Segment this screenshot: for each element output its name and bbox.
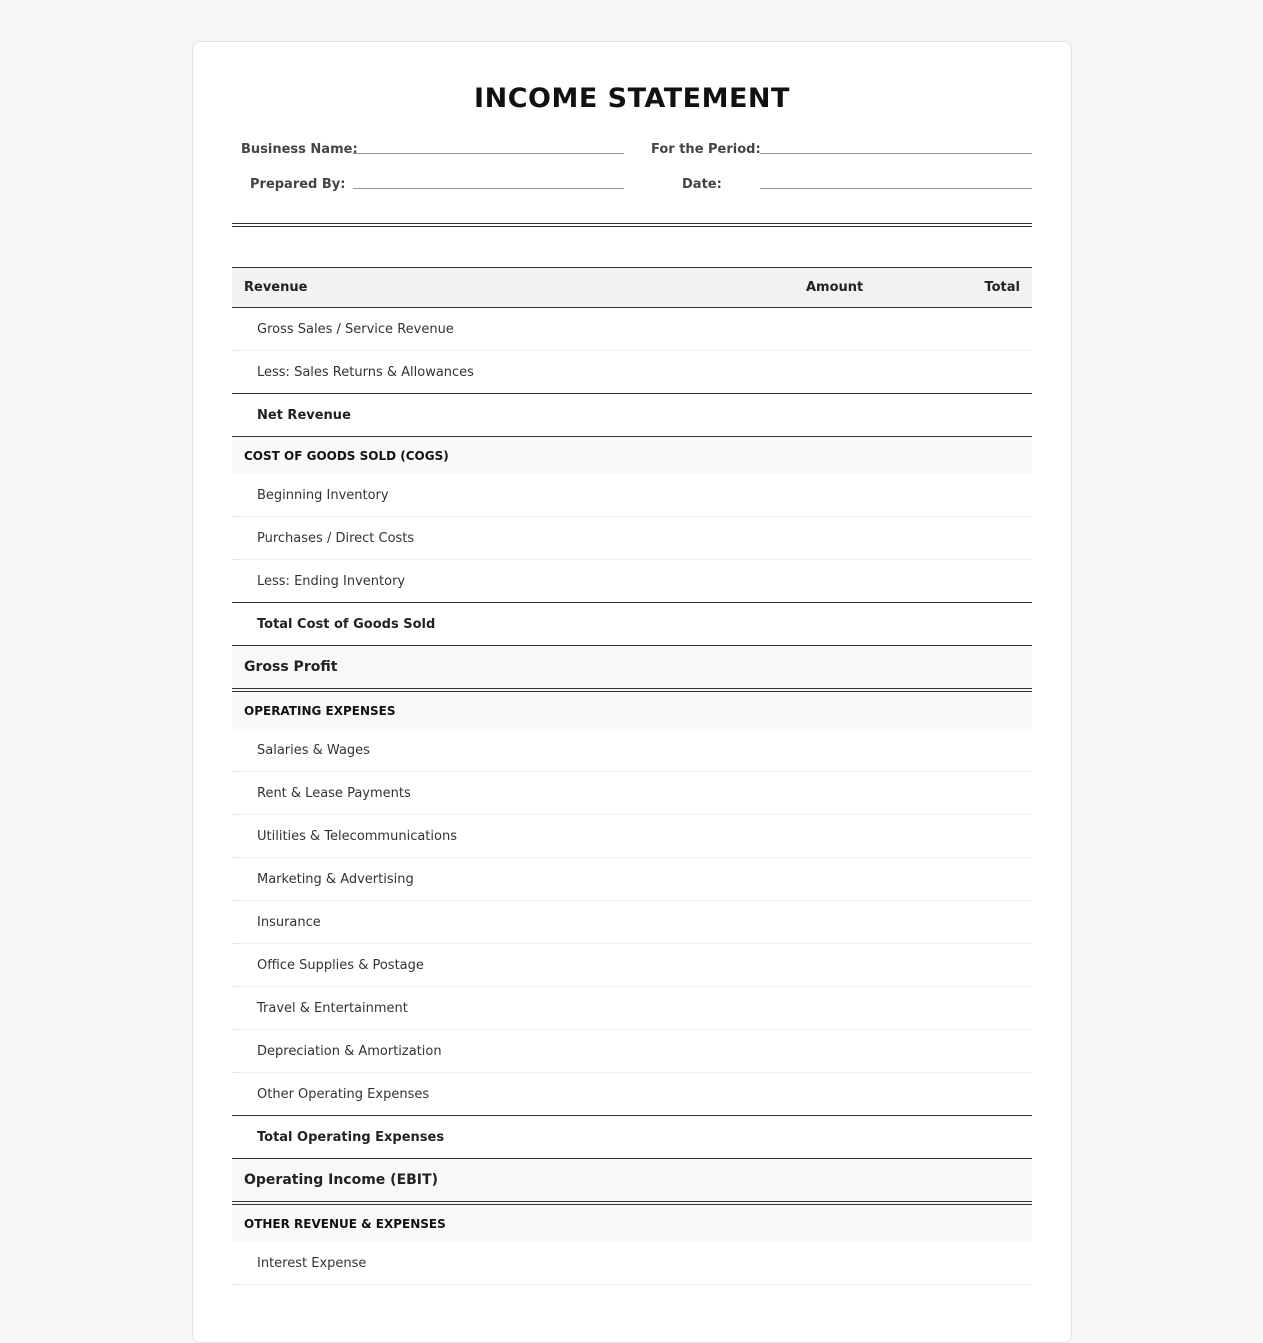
row-label: Travel & Entertainment xyxy=(257,1001,408,1016)
table-row[interactable] xyxy=(232,901,1032,944)
row-label: Insurance xyxy=(257,915,321,930)
row-label: Less: Ending Inventory xyxy=(257,574,406,589)
section-heading-operating-expenses xyxy=(232,692,1032,729)
net-revenue-row[interactable] xyxy=(232,394,1032,437)
total-cogs-row[interactable] xyxy=(232,603,1032,645)
table-header-row xyxy=(232,267,1032,308)
section-heading-cogs xyxy=(232,437,1032,474)
section-heading-label: OPERATING EXPENSES xyxy=(244,704,396,718)
row-label: Interest Expense xyxy=(257,1256,367,1271)
row-label: Marketing & Advertising xyxy=(257,872,414,887)
row-label: Beginning Inventory xyxy=(257,488,389,503)
column-header-revenue: Revenue xyxy=(244,280,308,295)
table-row[interactable] xyxy=(232,517,1032,560)
table-row[interactable] xyxy=(232,858,1032,901)
row-label: Depreciation & Amortization xyxy=(257,1044,442,1059)
row-label: Purchases / Direct Costs xyxy=(257,531,415,546)
row-label: Net Revenue xyxy=(257,408,351,423)
gross-profit-row[interactable] xyxy=(232,645,1032,692)
date-field[interactable] xyxy=(760,188,1032,189)
table-row[interactable] xyxy=(232,729,1032,772)
section-heading-other xyxy=(232,1205,1032,1242)
row-label: Office Supplies & Postage xyxy=(257,958,424,973)
section-heading-label: OTHER REVENUE & EXPENSES xyxy=(244,1217,446,1231)
row-label: Utilities & Telecommunications xyxy=(257,829,457,844)
table-row[interactable] xyxy=(232,1073,1032,1116)
table-row[interactable] xyxy=(232,351,1032,394)
statement-table xyxy=(232,267,1032,1285)
business-name-label: Business Name: xyxy=(241,142,358,157)
date-label: Date: xyxy=(682,177,722,192)
for-the-period-label: For the Period: xyxy=(651,142,761,157)
total-operating-expenses-row[interactable] xyxy=(232,1116,1032,1158)
table-row[interactable] xyxy=(232,772,1032,815)
row-label: Total Operating Expenses xyxy=(257,1130,445,1145)
prepared-by-label: Prepared By: xyxy=(250,177,346,192)
table-row[interactable] xyxy=(232,815,1032,858)
column-header-amount: Amount xyxy=(806,280,864,295)
row-label: Other Operating Expenses xyxy=(257,1087,430,1102)
page-title: INCOME STATEMENT xyxy=(474,83,790,114)
row-label: Total Cost of Goods Sold xyxy=(257,617,436,632)
column-header-total: Total xyxy=(984,280,1020,295)
table-row[interactable] xyxy=(232,944,1032,987)
header-divider xyxy=(232,223,1032,227)
table-row[interactable] xyxy=(232,474,1032,517)
table-row[interactable] xyxy=(232,987,1032,1030)
table-row[interactable] xyxy=(232,560,1032,603)
row-label: Operating Income (EBIT) xyxy=(244,1172,438,1188)
row-label: Less: Sales Returns & Allowances xyxy=(257,365,474,380)
business-name-field[interactable] xyxy=(353,153,624,154)
row-label: Rent & Lease Payments xyxy=(257,786,411,801)
prepared-by-field[interactable] xyxy=(353,188,624,189)
row-label: Gross Sales / Service Revenue xyxy=(257,322,454,337)
row-label: Gross Profit xyxy=(244,659,338,675)
table-row[interactable] xyxy=(232,308,1032,351)
for-the-period-field[interactable] xyxy=(760,153,1032,154)
table-row[interactable] xyxy=(232,1242,1032,1285)
income-statement-form xyxy=(192,41,1072,1343)
row-label: Salaries & Wages xyxy=(257,743,370,758)
section-heading-label: COST OF GOODS SOLD (COGS) xyxy=(244,449,449,463)
operating-income-row[interactable] xyxy=(232,1158,1032,1205)
table-row[interactable] xyxy=(232,1030,1032,1073)
